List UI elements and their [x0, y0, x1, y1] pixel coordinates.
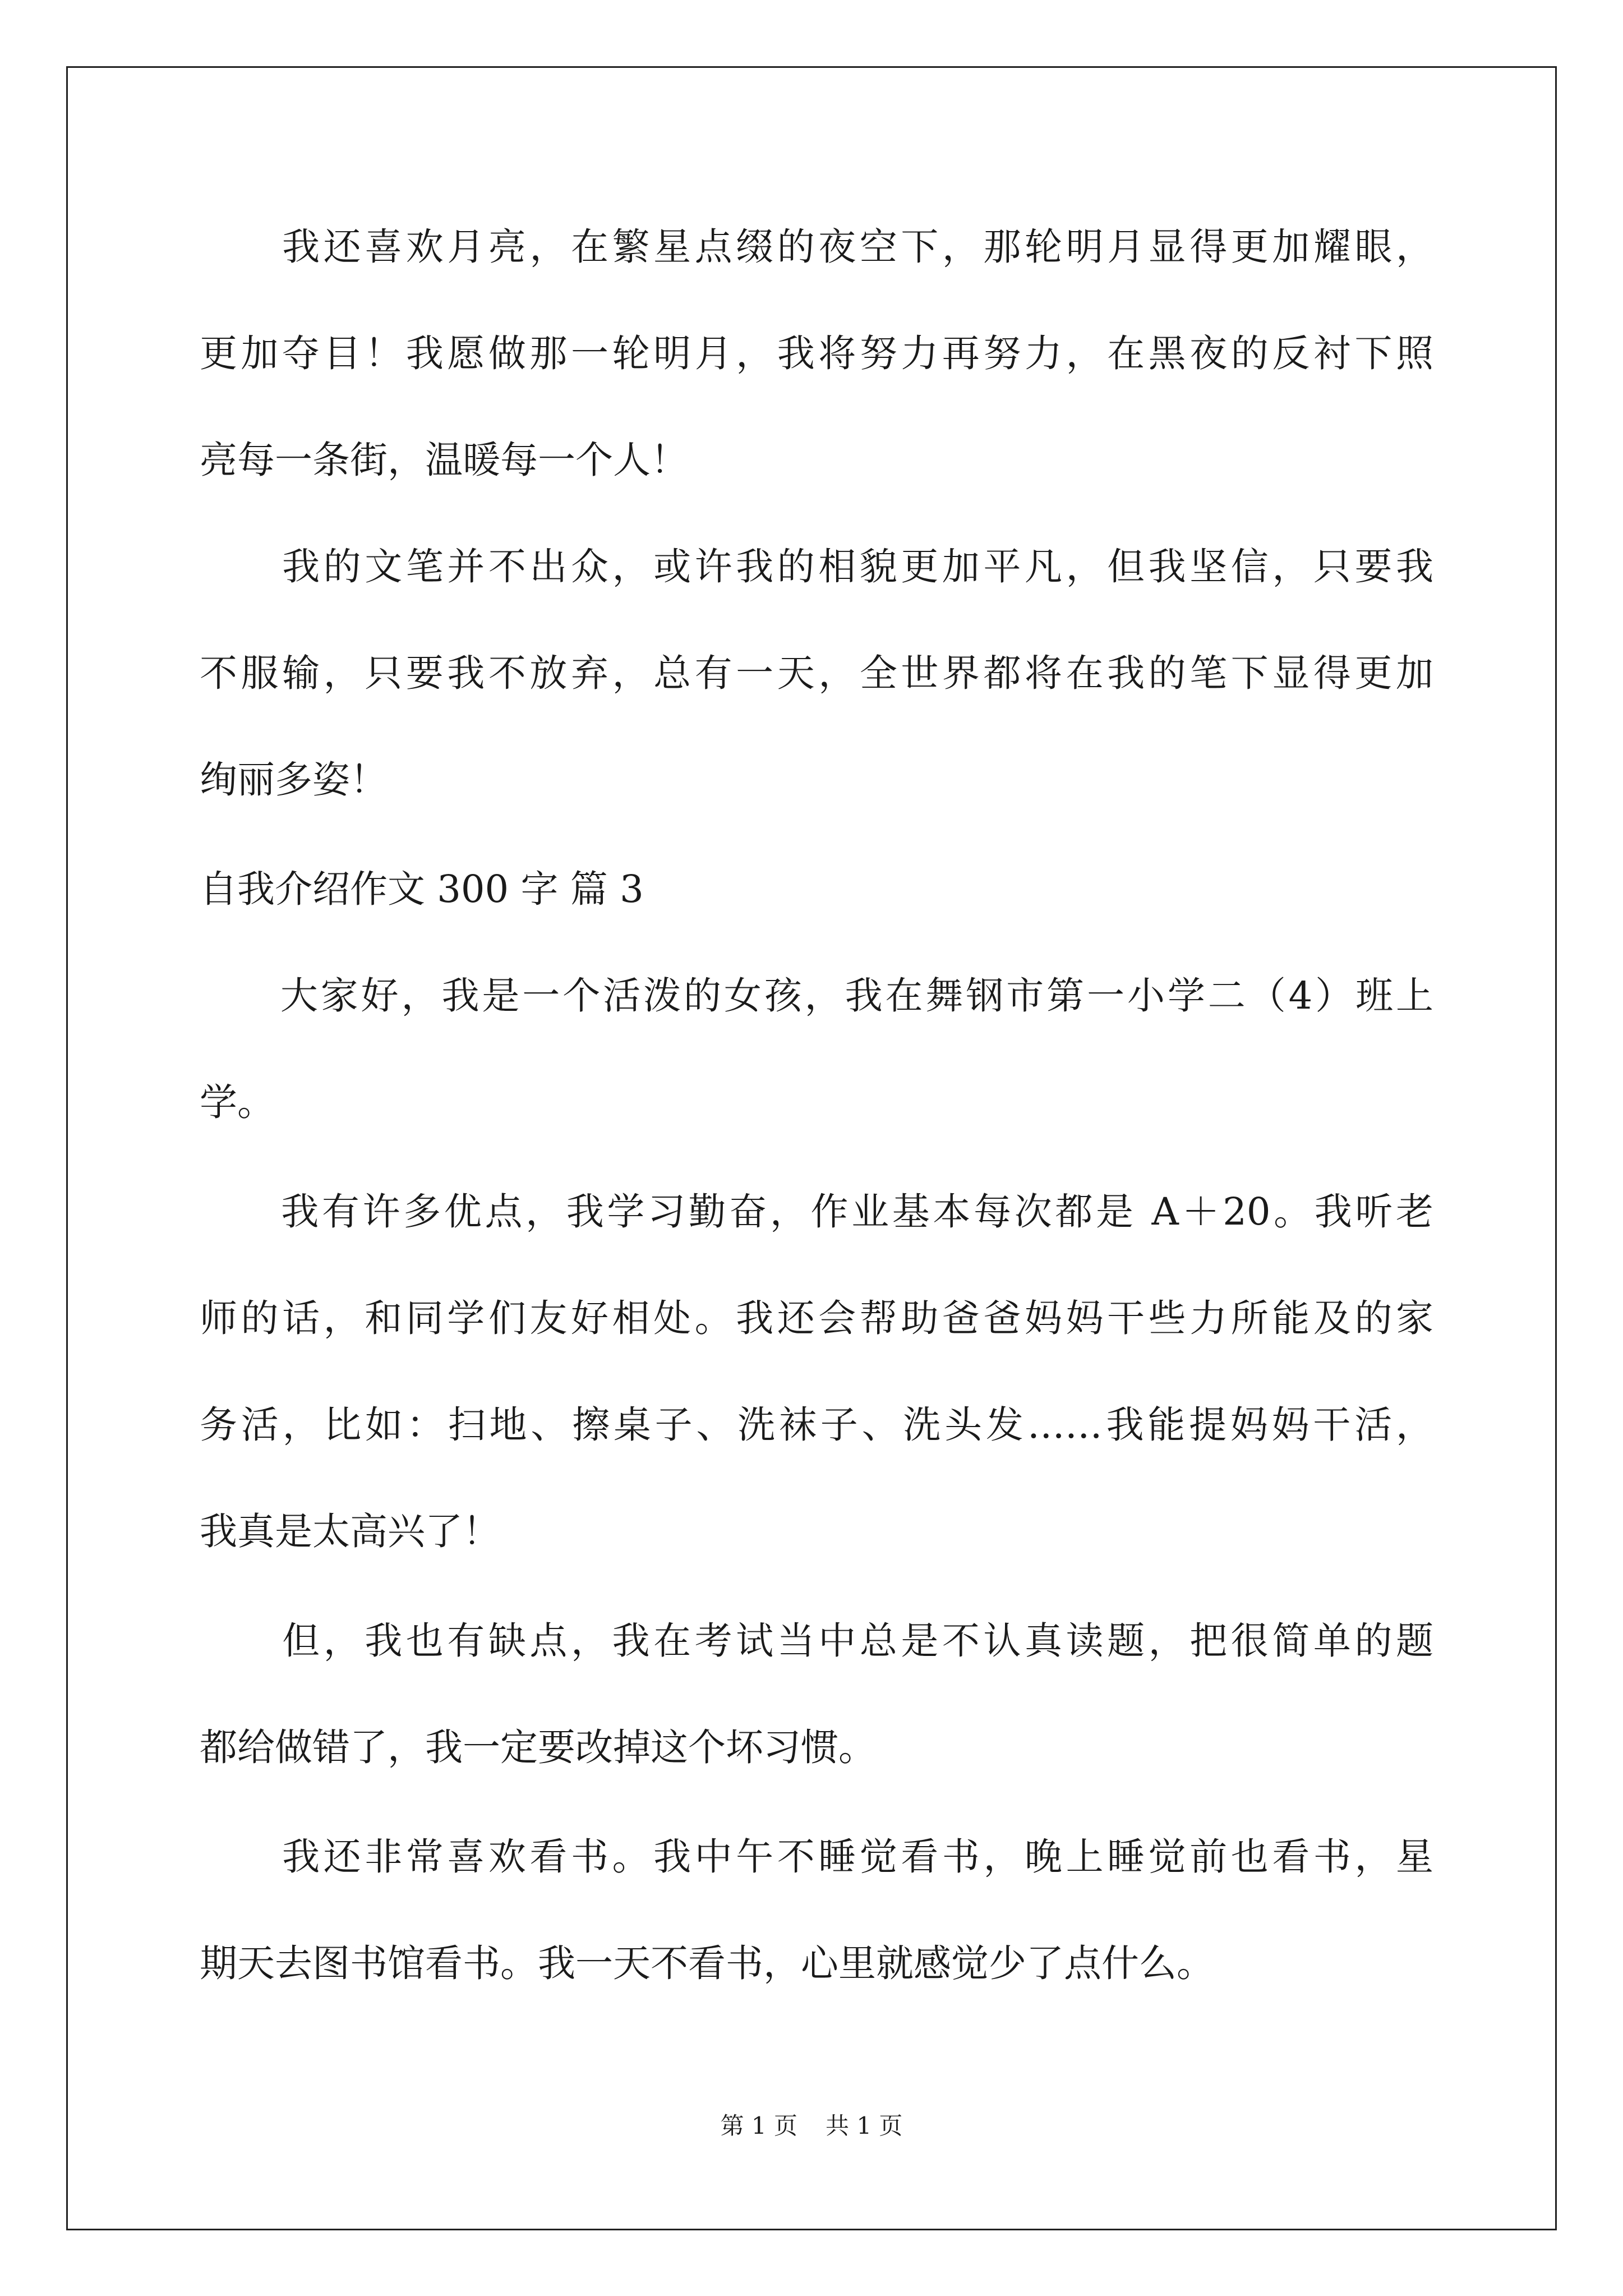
paragraph-line: 我的文笔并不出众，或许我的相貌更加平凡，但我坚信，只要我 [200, 545, 1433, 588]
page-footer [0, 2109, 1623, 2143]
paragraph-line: 但，我也有缺点，我在考试当中总是不认真读题，把很简单的题 [200, 1619, 1433, 1663]
paragraph-line: 我还喜欢月亮，在繁星点缀的夜空下，那轮明月显得更加耀眼， [200, 225, 1433, 269]
page-number-total: 共 1 页 [826, 2112, 903, 2139]
paragraph-line: 不服输，只要我不放弃，总有一天，全世界都将在我的笔下显得更加 [200, 651, 1433, 695]
paragraph-line: 绚丽多姿！ [200, 758, 388, 802]
paragraph-line: 都给做错了，我一定要改掉这个坏习惯。 [200, 1726, 876, 1769]
paragraph-line: 期天去图书馆看书。我一天不看书，心里就感觉少了点什么。 [200, 1941, 1214, 1985]
page-border [66, 66, 1557, 2230]
paragraph-line: 务活，比如：扫地、擦桌子、洗袜子、洗头发……我能提妈妈干活， [200, 1403, 1433, 1447]
page-number-current: 第 1 页 [720, 2112, 797, 2139]
paragraph-line: 我有许多优点，我学习勤奋，作业基本每次都是 A＋20。我听老 [200, 1190, 1433, 1234]
section-heading: 自我介绍作文 300 字 篇 3 [200, 867, 644, 911]
paragraph-line: 大家好，我是一个活泼的女孩，我在舞钢市第一小学二（4）班上 [200, 974, 1433, 1018]
paragraph-line: 师的话，和同学们友好相处。我还会帮助爸爸妈妈干些力所能及的家 [200, 1296, 1433, 1340]
paragraph-line: 我还非常喜欢看书。我中午不睡觉看书，晚上睡觉前也看书，星 [200, 1835, 1433, 1879]
paragraph-line: 我真是太高兴了！ [200, 1510, 500, 1553]
paragraph-line: 亮每一条街，温暖每一个人！ [200, 438, 688, 482]
paragraph-line: 更加夺目！我愿做那一轮明月，我将努力再努力，在黑夜的反衬下照 [200, 332, 1433, 375]
paragraph-line: 学。 [200, 1080, 275, 1124]
